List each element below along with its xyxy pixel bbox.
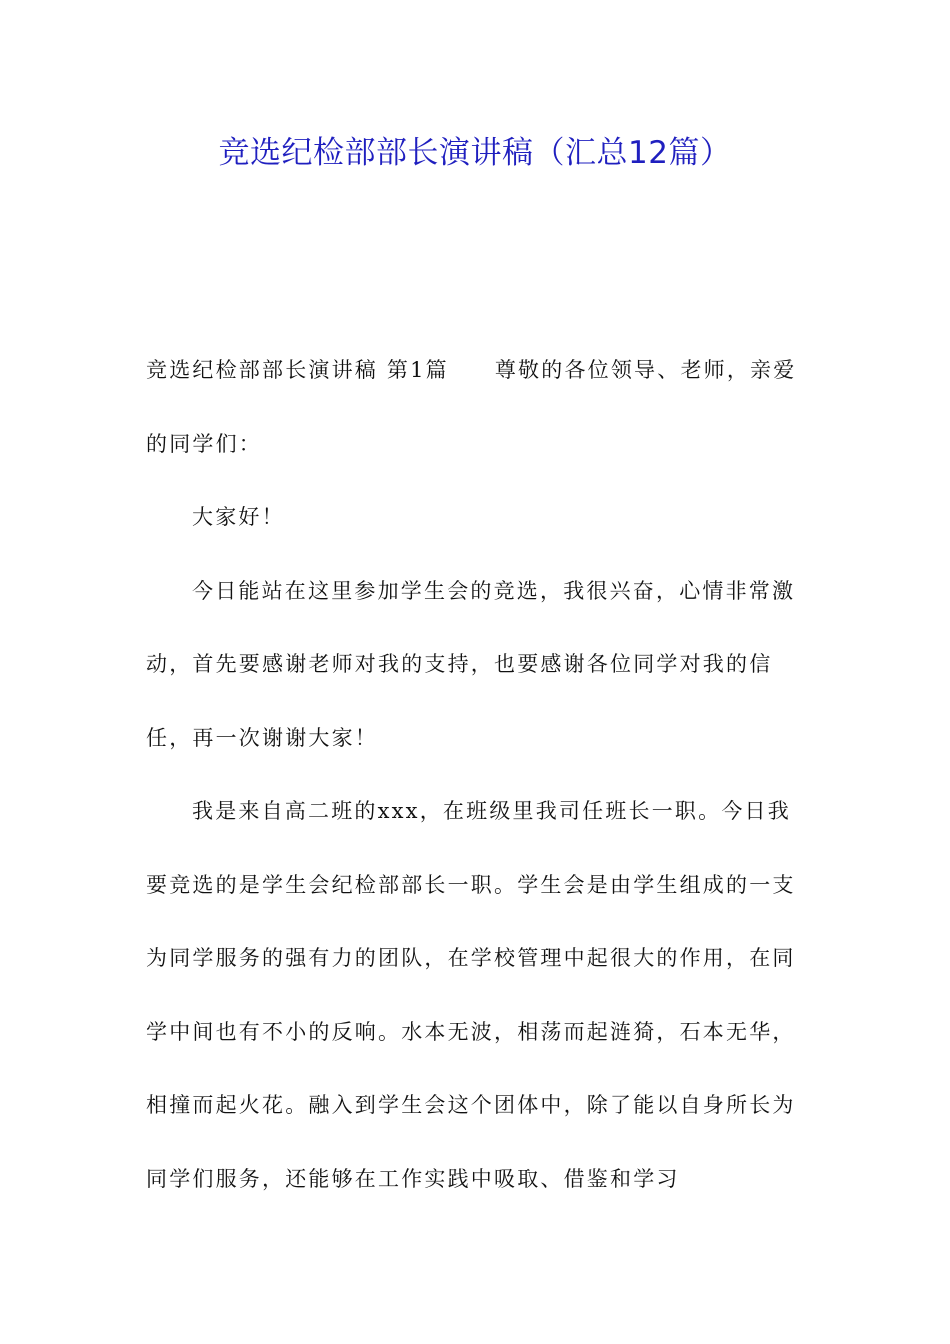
paragraph-opening [146,334,806,481]
salutation: 尊敬的各位领导、老师，亲爱的同学们： [146,358,797,456]
document-body [146,334,806,1216]
paragraph-greeting: 大家好！ [192,505,285,529]
section-heading: 竞选纪检部部长演讲稿 第1篇 [146,358,449,382]
paragraph-thanks: 今日能站在这里参加学生会的竞选，我很兴奋，心情非常激动，首先要感谢老师对我的支持，也要感谢各位同学对我的信任，再一次谢谢大家！ [146,578,796,750]
document-title: 竞选纪检部部长演讲稿（汇总12篇） [218,135,732,171]
paragraph-introduction: 我是来自高二班的xxx，在班级里我司任班长一职。今日我要竞选的是学生会纪检部部长一职。学生会是由学生组成的一支为同学服务的强有力的团队，在学校管理中起很大的作用，在同学中间也有不小的反响。水本无波，相荡而起涟猗，石本无华，相撞而起火花。融入到学生会这个团体中，除了能以自身所长为同学们服务，还能够在工作实践中吸取、借鉴和学习 [146,799,796,1191]
